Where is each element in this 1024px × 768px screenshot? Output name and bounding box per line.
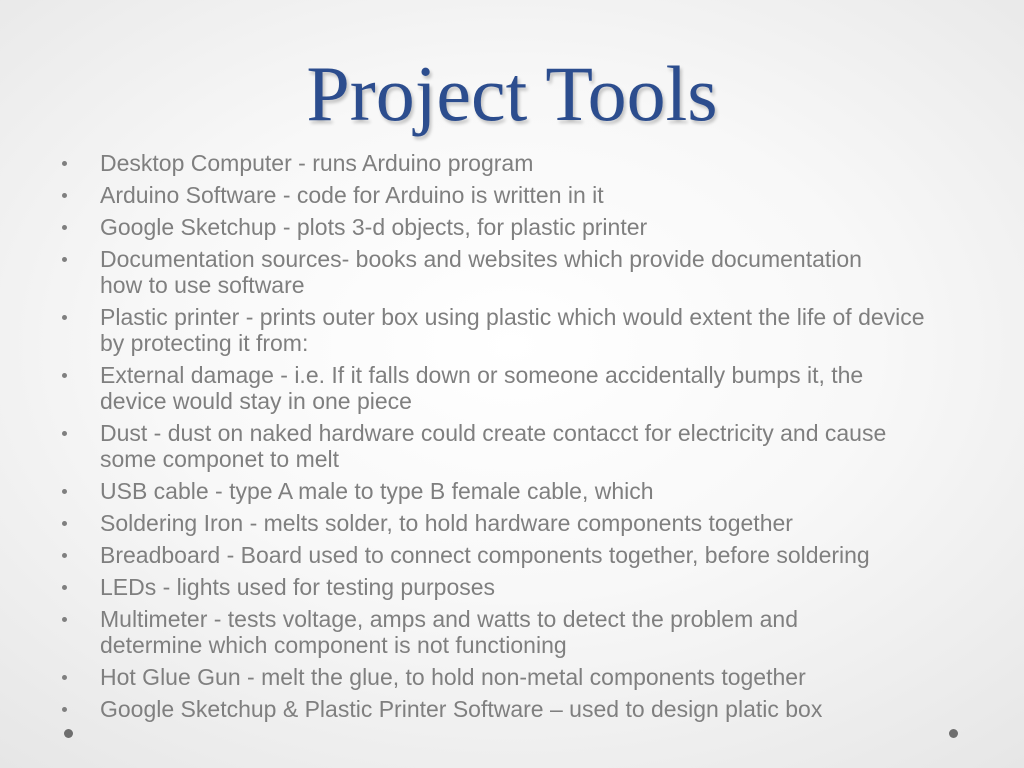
bullet-text-continued: determine which component is not functioning: [100, 632, 567, 658]
corner-dot-left: [64, 729, 73, 738]
bullet-text: LEDs - lights used for testing purposes: [100, 574, 496, 600]
bullet-text-continued: how to use software: [100, 272, 305, 298]
bullet-text: Google Sketchup & Plastic Printer Software – used to design platic box: [100, 696, 823, 722]
bullet-item: [0, 542, 1024, 568]
bullet-item: [0, 362, 1024, 414]
bullet-text-continued: by protecting it from:: [100, 330, 309, 356]
bullet-text: Soldering Iron - melts solder, to hold hardware components together: [100, 510, 793, 536]
bullet-item: [0, 246, 1024, 298]
bullet-dot: [62, 373, 67, 378]
bullet-item: [0, 606, 1024, 658]
bullet-text-continued: device would stay in one piece: [100, 388, 412, 414]
corner-dot-right: [949, 729, 958, 738]
bullet-dot: [62, 431, 67, 436]
bullet-dot: [62, 193, 67, 198]
bullet-dot: [62, 225, 67, 230]
bullet-text: Hot Glue Gun - melt the glue, to hold non-metal components together: [100, 664, 806, 690]
bullet-dot: [62, 489, 67, 494]
bullet-text-continued: some componet to melt: [100, 446, 340, 472]
bullet-item: [0, 574, 1024, 600]
bullet-text: Google Sketchup - plots 3-d objects, for plastic printer: [100, 214, 648, 240]
bullet-item: [0, 304, 1024, 356]
bullet-item: [0, 664, 1024, 690]
bullet-dot: [62, 675, 67, 680]
bullet-dot: [62, 257, 67, 262]
bullet-item: [0, 150, 1024, 176]
bullet-text: Plastic printer - prints outer box using plastic which would extent the life of device: [100, 304, 925, 330]
bullet-text: Multimeter - tests voltage, amps and watts to detect the problem and: [100, 606, 799, 632]
bullet-item: [0, 510, 1024, 536]
bullet-dot: [62, 315, 67, 320]
bullet-item: [0, 420, 1024, 472]
bullet-list: [0, 150, 1024, 728]
bullet-dot: [62, 707, 67, 712]
bullet-item: [0, 214, 1024, 240]
bullet-text: Breadboard - Board used to connect components together, before soldering: [100, 542, 870, 568]
bullet-dot: [62, 553, 67, 558]
bullet-item: [0, 478, 1024, 504]
bullet-dot: [62, 617, 67, 622]
bullet-text: Documentation sources- books and websites which provide documentation: [100, 246, 862, 272]
bullet-text: Desktop Computer - runs Arduino program: [100, 150, 534, 176]
bullet-text: USB cable - type A male to type B female cable, which: [100, 478, 654, 504]
slide-title: Project Tools: [306, 50, 718, 137]
bullet-item: [0, 696, 1024, 722]
bullet-dot: [62, 585, 67, 590]
bullet-text: Arduino Software - code for Arduino is written in it: [100, 182, 604, 208]
bullet-text: Dust - dust on naked hardware could create contacct for electricity and cause: [100, 420, 887, 446]
bullet-text: External damage - i.e. If it falls down or someone accidentally bumps it, the: [100, 362, 864, 388]
bullet-dot: [62, 161, 67, 166]
bullet-dot: [62, 521, 67, 526]
bullet-item: [0, 182, 1024, 208]
